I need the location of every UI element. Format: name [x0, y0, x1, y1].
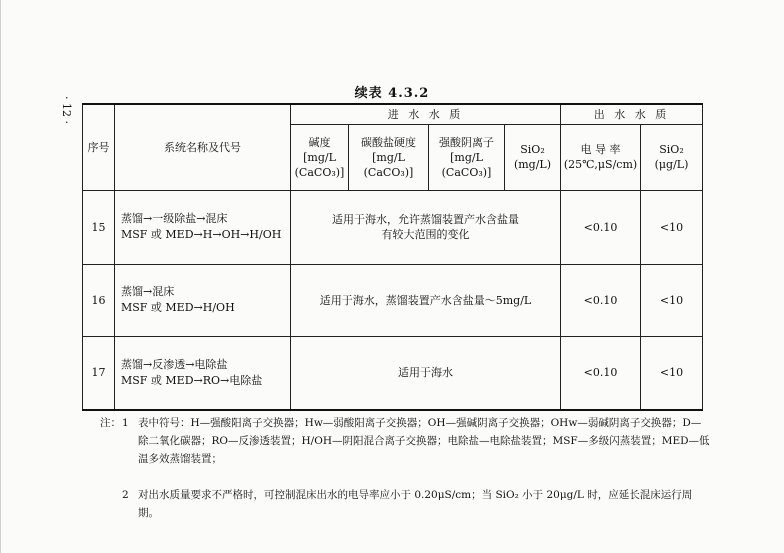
- table-row: [83, 264, 703, 336]
- note-2-text: 对出水质量要求不严格时，可控制混床出水的电导率应小于 0.20μS/cm；当 SiO₂ 小于 20μg/L 时，应延长混床运行周期。: [138, 489, 693, 519]
- header-sio2-inlet: [505, 124, 561, 190]
- header-cond-l2: (25℃,μS/cm): [563, 158, 638, 171]
- water-quality-table: [82, 103, 703, 411]
- conductivity-value: <0.10: [561, 264, 641, 336]
- page-number: · 12 ·: [60, 96, 73, 124]
- header-alkalinity-l1: 碱度: [308, 135, 331, 149]
- inlet-line1: 适用于海水: [398, 366, 453, 380]
- inlet-line1: 适用于海水，允许蒸馏装置产水含盐量: [332, 213, 519, 226]
- header-carbonate-l1: 碳酸盐硬度: [361, 135, 416, 149]
- inlet-condition: [291, 264, 561, 336]
- system-name: [115, 264, 291, 336]
- header-carbonate-l3: (CaCO₃)]: [363, 165, 414, 179]
- inlet-line1: 适用于海水，蒸馏装置产水含盐量～5mg/L: [319, 293, 532, 307]
- row-number: 16: [83, 264, 115, 336]
- note-1: [122, 414, 710, 468]
- sio2-value: <10: [641, 264, 703, 336]
- note-2-number: 2: [122, 489, 129, 501]
- sio2-value: <10: [641, 190, 703, 264]
- header-carbonate-l2: [mg/L: [372, 150, 405, 164]
- table-row: [83, 336, 703, 410]
- header-alkalinity-l2: [mg/L: [303, 150, 336, 164]
- header-seq: 序号: [83, 104, 115, 190]
- header-anion-l2: [mg/L: [450, 150, 483, 164]
- note-1-number: 1: [122, 417, 129, 429]
- system-name: [115, 190, 291, 264]
- header-sio2-out-l1: SiO₂: [659, 143, 684, 156]
- sio2-value: <10: [641, 336, 703, 410]
- header-sio2-out-l2: (μg/L): [654, 158, 689, 171]
- inlet-condition: [291, 336, 561, 410]
- header-sio2-in-l2: (mg/L): [513, 158, 552, 171]
- header-alkalinity: [291, 124, 349, 190]
- note-2: [122, 486, 710, 522]
- header-outlet-group: 出 水 水 质: [561, 104, 703, 124]
- header-strong-anion: [429, 124, 505, 190]
- header-alkalinity-l3: (CaCO₃)]: [294, 165, 345, 179]
- system-line1: 蒸馏→反渗透→电除盐: [121, 357, 228, 371]
- notes-label: 注：: [100, 417, 121, 429]
- header-carbonate-hardness: [349, 124, 429, 190]
- system-line2: MSF 或 MED→H/OH: [121, 301, 235, 314]
- row-number: 15: [83, 190, 115, 264]
- system-line2: MSF 或 MED→RO→电除盐: [121, 373, 263, 387]
- conductivity-value: <0.10: [561, 336, 641, 410]
- system-name: [115, 336, 291, 410]
- conductivity-value: <0.10: [561, 190, 641, 264]
- table-row: [83, 190, 703, 264]
- system-line1: 蒸馏→混床: [121, 285, 175, 298]
- header-anion-l3: (CaCO₃)]: [441, 165, 492, 179]
- inlet-line2: 有较大范围的变化: [381, 228, 470, 241]
- system-line1: 蒸馏→一级除盐→混床: [121, 212, 228, 225]
- header-inlet-group: 进 水 水 质: [291, 104, 561, 124]
- header-sio2-in-l1: SiO₂: [520, 143, 545, 156]
- note-1-text: 表中符号：H—强酸阳离子交换器；Hw—弱酸阳离子交换器；OH—强碱阴离子交换器；OHw—弱碱阴离子交换器；D—除二氧化碳器；RO—反渗透装置；H/OH—阴阳混合离子交换器；电除盐—电除盐装置；MSF—多级闪蒸装置；MED—低温多效蒸馏装置；: [138, 417, 710, 465]
- inlet-condition: [291, 190, 561, 264]
- header-anion-l1: 强酸阴离子: [439, 135, 494, 149]
- header-sio2-outlet: [641, 124, 703, 190]
- system-line2: MSF 或 MED→H→OH→H/OH: [121, 228, 282, 241]
- row-number: 17: [83, 336, 115, 410]
- table-title: 续表 4.3.2: [354, 86, 430, 101]
- header-conductivity: [561, 124, 641, 190]
- header-cond-l1: 电 导 率: [580, 143, 621, 156]
- header-system: 系统名称及代号: [115, 104, 291, 190]
